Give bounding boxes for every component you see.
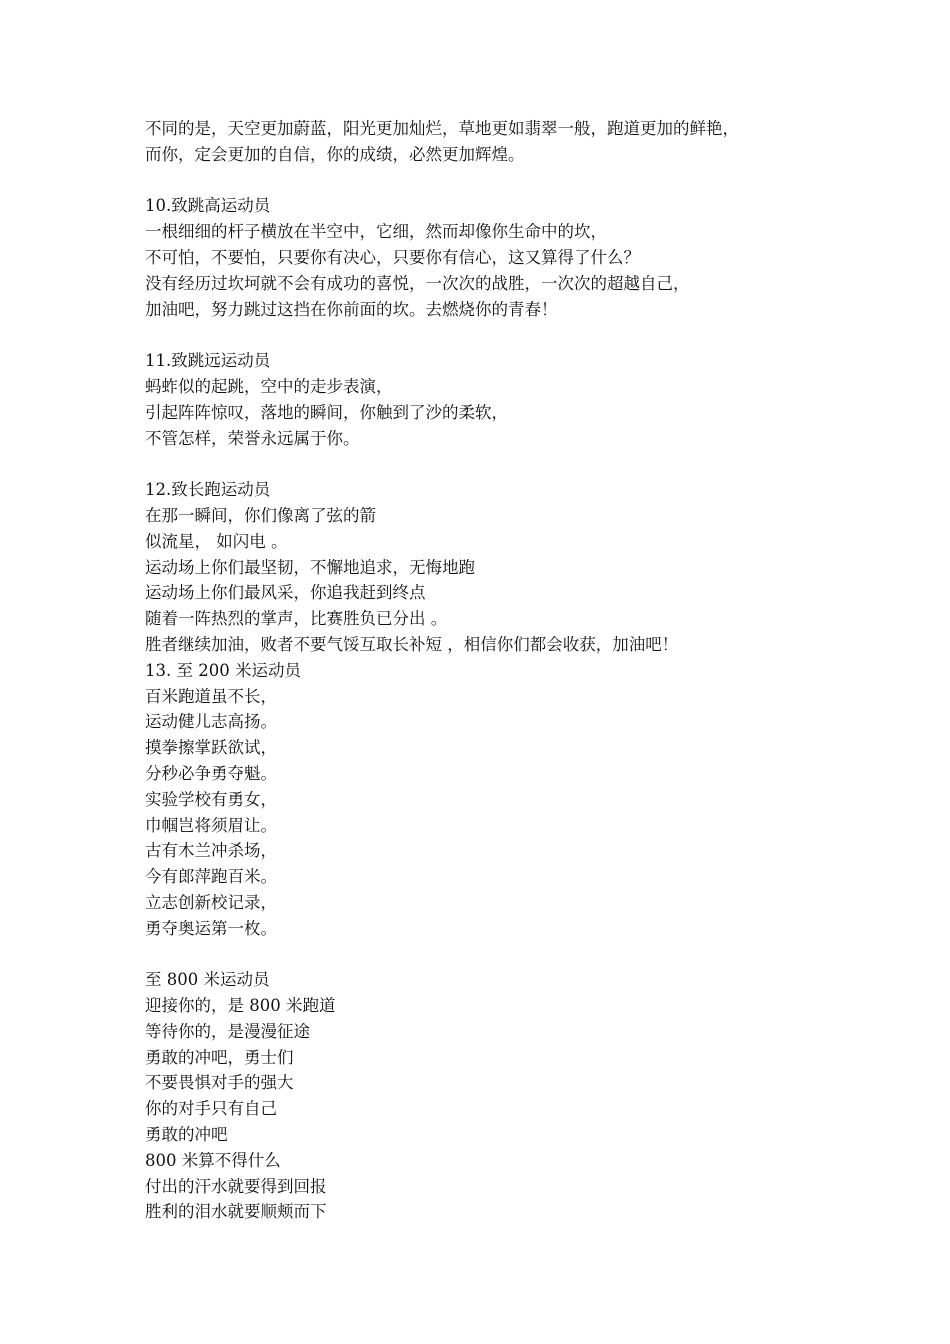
text-line: 巾帼岂将须眉让。 (145, 815, 277, 835)
text-line: 百米跑道虽不长， (145, 686, 277, 706)
text-line: 蚂蚱似的起跳，空中的走步表演， (145, 376, 393, 396)
text-line: 引起阵阵惊叹，落地的瞬间，你触到了沙的柔软， (145, 402, 508, 422)
section-heading: 13. 至 200 米运动员 (145, 660, 301, 680)
text-line: 不可怕，不要怕，只要你有决心，只要你有信心，这又算得了什么？ (145, 247, 640, 267)
section-heading: 11.致跳远运动员 (145, 351, 271, 371)
text-line: 立志创新校记录， (145, 892, 277, 912)
text-line: 运动场上你们最风采，你追我赶到终点 (145, 583, 426, 603)
text-line: 运动健儿志高扬。 (145, 712, 277, 732)
text-line: 而你，定会更加的自信，你的成绩，必然更加辉煌。 (145, 144, 525, 164)
text-line: 等待你的，是漫漫征途 (145, 1021, 310, 1041)
blank-line (145, 168, 825, 194)
text-line: 没有经历过坎坷就不会有成功的喜悦，一次次的战胜，一次次的超越自己， (145, 273, 690, 293)
text-line: 运动场上你们最坚韧，不懈地追求，无悔地跑 (145, 557, 475, 577)
text-line: 800 米算不得什么 (145, 1150, 281, 1170)
text-line: 迎接你的，是 800 米跑道 (145, 996, 336, 1016)
text-line: 你的对手只有自己 (145, 1099, 277, 1119)
text-line: 勇敢的冲吧，勇士们 (145, 1047, 294, 1067)
section-heading: 12.致长跑运动员 (145, 480, 271, 500)
text-line: 摸拳擦掌跃欲试， (145, 738, 277, 758)
text-line: 胜者继续加油，败者不要气馁互取长补短 ，相信你们都会收获，加油吧！ (145, 634, 679, 654)
text-line: 勇夺奥运第一枚。 (145, 918, 277, 938)
text-line: 似流星， 如闪电 。 (145, 531, 288, 551)
text-line: 不要畏惧对手的强大 (145, 1073, 294, 1093)
section-heading: 至 800 米运动员 (145, 970, 270, 990)
text-line: 勇敢的冲吧 (145, 1125, 228, 1145)
text-line: 实验学校有勇女， (145, 789, 277, 809)
text-line: 付出的汗水就要得到回报 (145, 1176, 327, 1196)
text-line: 随着一阵热烈的掌声，比赛胜负已分出 。 (145, 609, 448, 629)
text-line: 一根细细的杆子横放在半空中，它细，然而却像你生命中的坎， (145, 222, 607, 242)
blank-line (145, 451, 825, 477)
text-line: 在那一瞬间，你们像离了弦的箭 (145, 505, 376, 525)
text-line: 胜利的泪水就要顺颊而下 (145, 1202, 327, 1222)
section-heading: 10.致跳高运动员 (145, 196, 271, 216)
text-line: 不同的是，天空更加蔚蓝，阳光更加灿烂，草地更如翡翠一般，跑道更加的鲜艳， (145, 119, 739, 138)
text-line: 今有郎萍跑百米。 (145, 867, 277, 887)
blank-line (145, 322, 825, 348)
text-line: 不管怎样，荣誉永远属于你。 (145, 428, 360, 448)
text-line: 古有木兰冲杀场， (145, 841, 277, 861)
text-line: 分秒必争勇夺魁。 (145, 763, 277, 783)
document-body (145, 116, 825, 1225)
blank-line (145, 942, 825, 968)
text-line: 加油吧，努力跳过这挡在你前面的坎。去燃烧你的青春！ (145, 299, 558, 319)
